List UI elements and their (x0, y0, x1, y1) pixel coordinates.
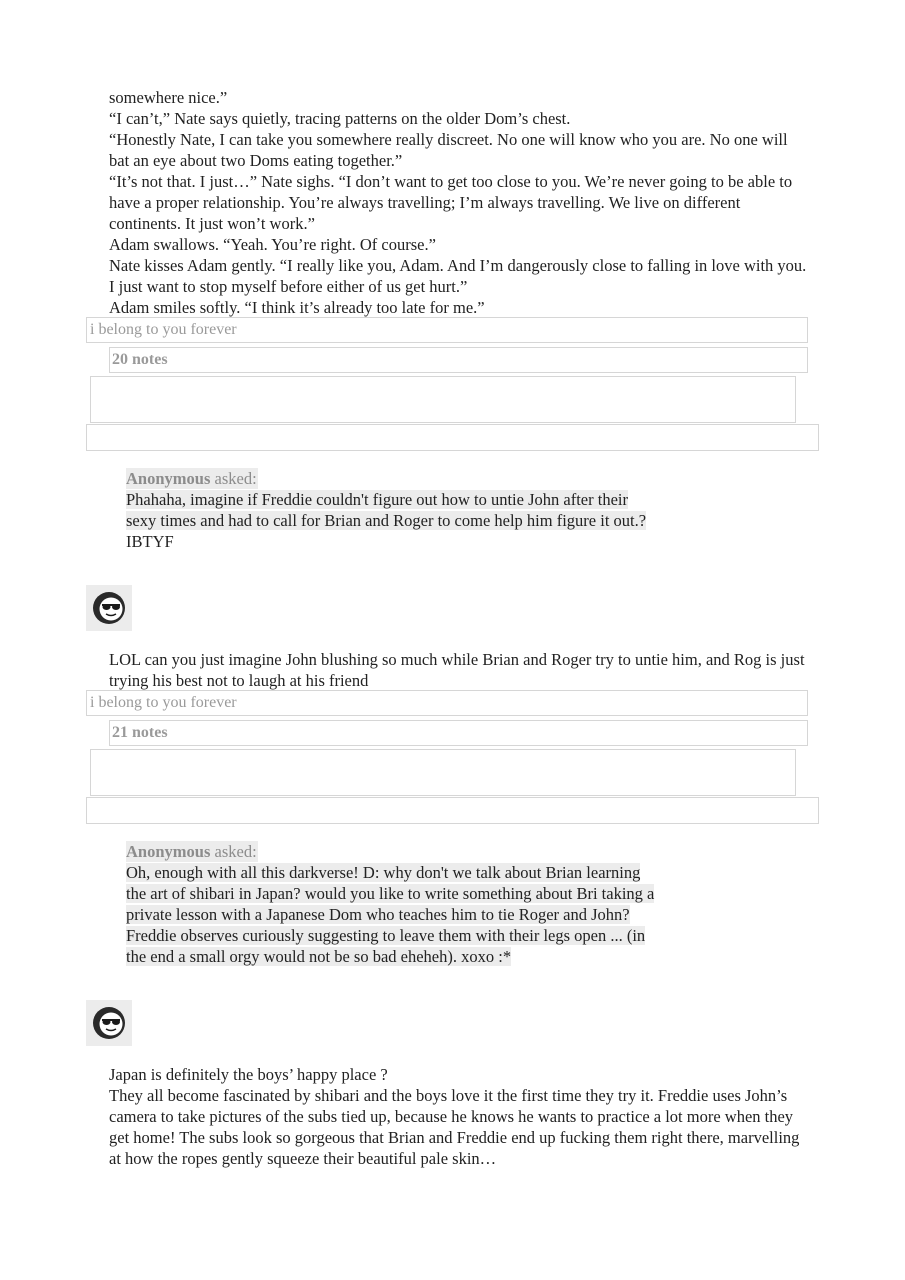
question-line: Freddie observes curiously suggesting to leave them with their legs open ... (in (126, 926, 646, 945)
paragraph: “It’s not that. I just…” Nate sighs. “I don’t want to get too close to you. We’re never going to be able to have a proper relationship. You’re always travelling; I’m always travelling. We live on different continents. It just won’t work.” (109, 172, 793, 233)
question-line: the art of shibari in Japan? would you like to write something about Bri taking a (126, 884, 655, 903)
paragraph: Adam smiles softly. “I think it’s already too late for me.” (109, 298, 485, 317)
question-line: the end a small orgy would not be so bad eheheh). xoxo :* (126, 947, 512, 966)
empty-frame (90, 749, 796, 796)
question-line: Phahaha, imagine if Freddie couldn't figure out how to untie John after their (126, 490, 628, 509)
post-body (109, 87, 809, 318)
empty-frame (86, 424, 819, 451)
ask-block (126, 468, 726, 552)
sunglasses-face-icon (91, 1005, 127, 1041)
question-line: sexy times and had to call for Brian and Roger to come help him figure it out.? (126, 511, 647, 530)
post-body (109, 1064, 809, 1169)
paragraph: They all become fascinated by shibari and the boys love it the first time they try it. Freddie uses John’s camera to take pictures of the subs tied up, because he knows he wants to practice a lot more when they get home! The subs look so gorgeous that Brian and Freddie end up fucking them right there, marvelling at how the ropes gently squeeze their beautiful pale skin… (109, 1086, 800, 1168)
paragraph: somewhere nice.” (109, 88, 228, 107)
question-line: Oh, enough with all this darkverse! D: why don't we talk about Brian learning (126, 863, 641, 882)
ask-block (126, 841, 726, 967)
paragraph: “I can’t,” Nate says quietly, tracing patterns on the older Dom’s chest. (109, 109, 571, 128)
paragraph: Nate kisses Adam gently. “I really like you, Adam. And I’m dangerously close to falling in love with you. I just want to stop myself before either of us get hurt.” (109, 256, 807, 296)
avatar[interactable] (86, 585, 132, 631)
question-line: private lesson with a Japanese Dom who teaches him to tie Roger and John? (126, 905, 630, 924)
paragraph: Adam swallows. “Yeah. You’re right. Of course.” (109, 235, 436, 254)
empty-frame (86, 797, 819, 824)
asker-name[interactable]: Anonymous (126, 469, 211, 488)
asker (126, 468, 726, 489)
asker-name[interactable]: Anonymous (126, 842, 211, 861)
asker-suffix: asked: (214, 469, 257, 488)
sunglasses-face-icon (91, 590, 127, 626)
blog-link[interactable]: i belong to you forever (86, 317, 808, 343)
post-body (109, 649, 809, 691)
paragraph: LOL can you just imagine John blushing so much while Brian and Roger try to untie him, and Rog is just trying his best not to laugh at his friend (109, 650, 805, 690)
avatar[interactable] (86, 1000, 132, 1046)
empty-frame (90, 376, 796, 423)
notes-count[interactable]: 20 notes (109, 347, 808, 373)
asker-suffix: asked: (214, 842, 257, 861)
paragraph: “Honestly Nate, I can take you somewhere really discreet. No one will know who you are. No one will bat an eye about two Doms eating together.” (109, 130, 788, 170)
notes-count[interactable]: 21 notes (109, 720, 808, 746)
asker (126, 841, 726, 862)
question-line: IBTYF (126, 532, 174, 551)
paragraph: Japan is definitely the boys’ happy place ? (109, 1065, 388, 1084)
blog-link[interactable]: i belong to you forever (86, 690, 808, 716)
